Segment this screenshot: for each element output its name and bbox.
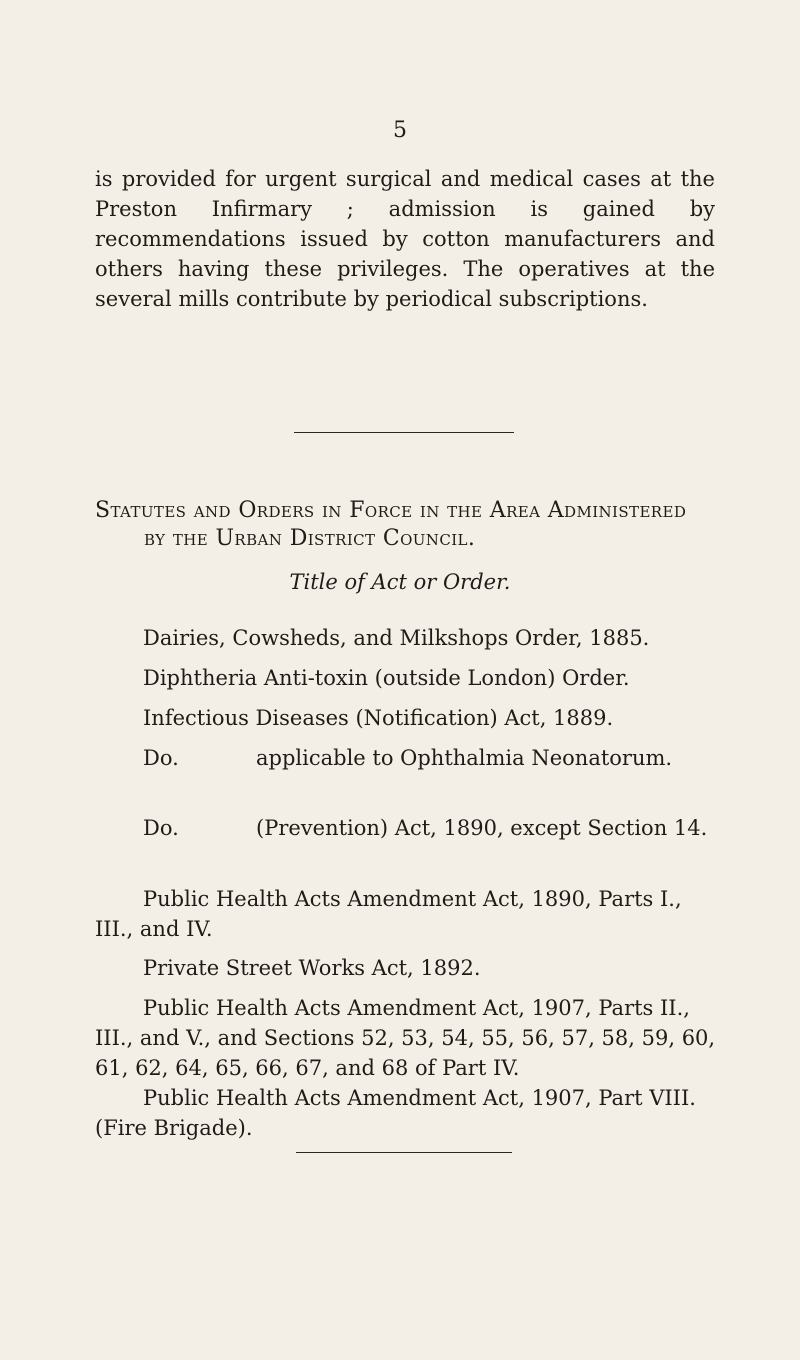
- section-divider-top: [294, 432, 514, 433]
- page-number: 5: [393, 118, 407, 143]
- heading-line-1: Statutes and Orders in Force in the Area Administered: [95, 498, 687, 523]
- statute-entry: Dairies, Cowsheds, and Milkshops Order, 1885.: [143, 626, 650, 650]
- ditto-text: applicable to Ophthalmia Neonatorum.: [256, 746, 673, 770]
- ditto-label: Do.: [143, 816, 179, 840]
- statute-do-entry: [95, 743, 720, 773]
- section-heading: [95, 497, 735, 553]
- statute-entry: Public Health Acts Amendment Act, 1907, Parts II., III., and V., and Sections 52, 53, 54, 55, 56, 57, 58, 59, 60, 61, 62, 64, 65, 66, 67, and 68 of Part IV.: [95, 996, 716, 1080]
- statute-entry: Private Street Works Act, 1892.: [143, 956, 481, 980]
- ditto-label: Do.: [143, 746, 179, 770]
- intro-paragraph: [95, 164, 715, 314]
- statute-entry: Public Health Acts Amendment Act, 1907, Part VIII. (Fire Brigade).: [95, 1086, 696, 1140]
- section-divider-bottom: [296, 1152, 512, 1153]
- statute-entry: Infectious Diseases (Notification) Act, 1889.: [143, 706, 614, 730]
- statute-do-entry: [95, 813, 720, 843]
- column-subheading: Title of Act or Order.: [289, 570, 511, 594]
- statute-entry: Public Health Acts Amendment Act, 1890, Parts I., III., and IV.: [95, 887, 682, 941]
- statute-entry: Diphtheria Anti-toxin (outside London) Order.: [143, 666, 630, 690]
- heading-line-2: by the Urban District Council.: [144, 526, 476, 551]
- ditto-text: (Prevention) Act, 1890, except Section 14.: [256, 816, 708, 840]
- intro-text: is provided for urgent surgical and medical cases at the Preston Infirmary ; admission is gained by recommendations issued by cotton manufacturers and others having these privileges. The operatives at the several mills contribute by periodical subscriptions.: [95, 167, 715, 311]
